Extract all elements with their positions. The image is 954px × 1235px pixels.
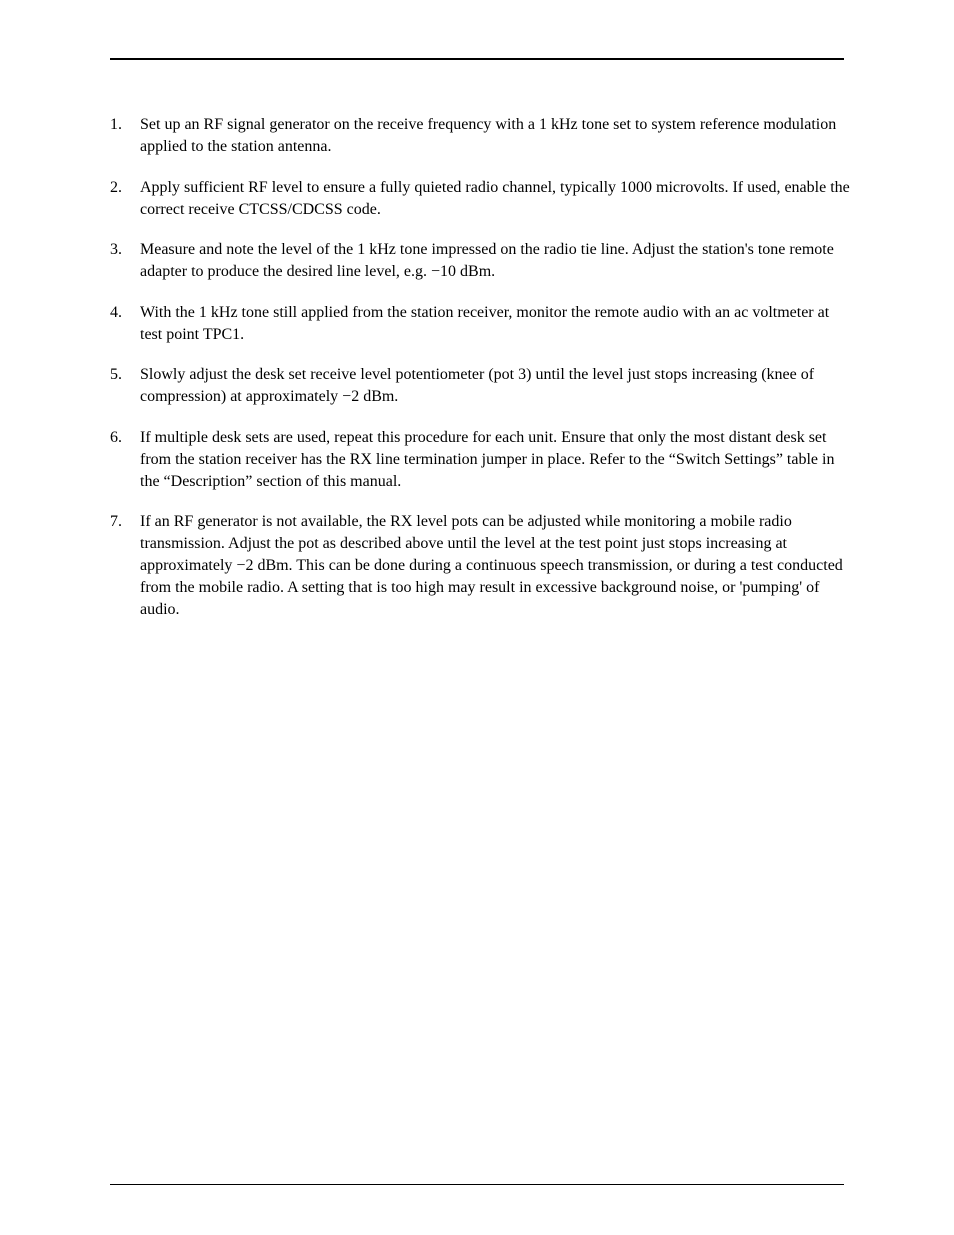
step-number: 6. bbox=[110, 428, 122, 446]
step-2 bbox=[110, 177, 850, 221]
step-text: Apply sufficient RF level to ensure a fully quieted radio channel, typically 1000 microvolts. If used, enable the correct receive CTCSS/CDCSS code. bbox=[140, 178, 850, 218]
step-number: 2. bbox=[110, 178, 122, 196]
step-text: If multiple desk sets are used, repeat this procedure for each unit. Ensure that only the most distant desk set from the station receiver has the RX line termination jumper in place. Refer to the “Switch Settings” table in the “Description” section of this manual. bbox=[140, 428, 835, 490]
step-text: Slowly adjust the desk set receive level potentiometer (pot 3) until the level just stops increasing (knee of compression) at approximately −2 dBm. bbox=[140, 366, 815, 405]
step-text: Set up an RF signal generator on the receive frequency with a 1 kHz tone set to system reference modulation applied to the station antenna. bbox=[140, 116, 837, 155]
step-number: 3. bbox=[110, 241, 122, 258]
step-1 bbox=[110, 114, 850, 158]
step-5 bbox=[110, 364, 850, 408]
step-number: 7. bbox=[110, 513, 122, 530]
step-text: Measure and note the level of the 1 kHz tone impressed on the radio tie line. Adjust the station's tone remote adapter to produce the desired line level, e.g. −10 dBm. bbox=[140, 241, 834, 280]
step-6 bbox=[110, 427, 850, 493]
step-number: 5. bbox=[110, 366, 122, 383]
step-7 bbox=[110, 511, 850, 621]
step-number: 1. bbox=[110, 116, 122, 133]
step-text: With the 1 kHz tone still applied from the station receiver, monitor the remote audio with an ac voltmeter at test point TPC1. bbox=[140, 303, 830, 343]
step-text: If an RF generator is not available, the RX level pots can be adjusted while monitoring a mobile radio transmission. Adjust the pot as described above until the level at the test point just stops increasing at approximately −2 dBm. This can be done during a continuous speech transmission, or during a test conducted from the mobile radio. A setting that is too high may result in excessive background noise, or 'pumping' of audio. bbox=[140, 513, 843, 618]
step-4 bbox=[110, 302, 850, 346]
header-rule bbox=[110, 58, 844, 60]
step-3 bbox=[110, 239, 850, 283]
step-number: 4. bbox=[110, 303, 122, 321]
procedure-steps bbox=[110, 114, 850, 640]
footer-rule bbox=[110, 1184, 844, 1185]
